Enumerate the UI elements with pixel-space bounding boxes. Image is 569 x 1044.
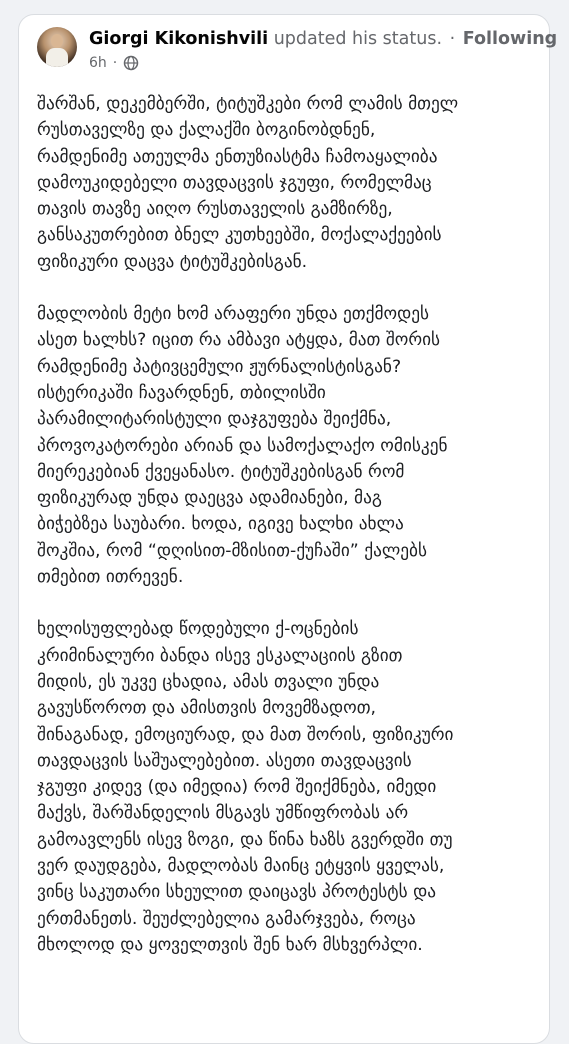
post-timestamp[interactable]: 6h: [89, 55, 107, 71]
post-title-line: [89, 27, 557, 51]
author-name[interactable]: Giorgi Kikonishvili: [89, 29, 269, 49]
post-body: [37, 91, 537, 984]
post-card: [18, 14, 558, 1044]
following-button[interactable]: Following: [462, 29, 558, 49]
avatar-body: [46, 48, 68, 67]
post-paragraph-3: ხელისუფლებად წოდებული ქ-ოცნების კრიმინალური ბანდა ისევ ესკალაციის გზით მიდის, ეს უკვე ცხადია, ამას თვალი უნდა გავუსწოროთ და ამისთვის მოვემზადოთ, შინაგანად, ემოციურად, და მათ შორის, ფიზიკური თავდაცვის საშუალებებით. ასეთი თავდაცვის ჯგუფი კიდევ (და იმედია) რომ შეიქმნება, იმედი მაქვს, შარშანდელის მსგავს უმწიფრობას არ გამოავლენს ისევ ზოგი, და წინა ხაზს გვერდში თუ ვერ დაუდგება, მადლობას მაინც ეტყვის ყველას, ვინც საკუთარი სხეულით დაიცავს პროტესტს და ერთმანეთს. შეუძლებელია გამარჯვება, როცა მხოლოდ და ყოველთვის შენ ხარ მსხვერპლი.: [37, 619, 454, 955]
separator-dot: ·: [449, 29, 456, 49]
avatar-head: [51, 34, 63, 48]
globe-icon[interactable]: [123, 55, 139, 71]
post-paragraph-2: მადლობის მეტი ხომ არაფერი უნდა ეთქმოდეს ასეთ ხალხს? იცით რა ამბავი ატყდა, მათ შორის რამდენიმე პატივცემული ჟურნალისტისგან? ისტერიკაში ჩავარდნენ, თბილისში პარამილიტარისტული დაჯგუფება შეიქმნა, პროვოკატორები არიან და სამოქალაქო ომისკენ მიერეკებიან ქვეყანასო. ტიტუშკებისგან რომ ფიზიკურად უნდა დაეცვა ადამიანები, მაგ ბიჭებზეა საუბარი. ხოდა, იგივე ხალხი ახლა შოკშია, რომ “დღისით-მზისით-ქუჩაში” ქალებს თმებით ითრევენ.: [37, 304, 448, 588]
post-action-text: updated his status.: [273, 29, 443, 49]
author-avatar[interactable]: [37, 27, 77, 67]
post-header: [37, 27, 558, 83]
post-meta: [89, 53, 139, 73]
separator-dot-small: ·: [112, 55, 118, 71]
post-paragraph-1: შარშან, დეკემბერში, ტიტუშკები რომ ლამის მთელ რუსთაველზე და ქალაქში ბოგინობდნენ, რამდენიმე ათეულმა ენთუზიასტმა ჩამოაყალიბა დამოუკიდებელი თავდაცვის ჯგუფი, რომელმაც თავის თავზე აიღო რუსთაველის გამზირზე, განსაკუთრებით ბნელ კუთხეებში, მოქალაქეების ფიზიკური დაცვა ტიტუშკებისგან.: [37, 94, 459, 272]
